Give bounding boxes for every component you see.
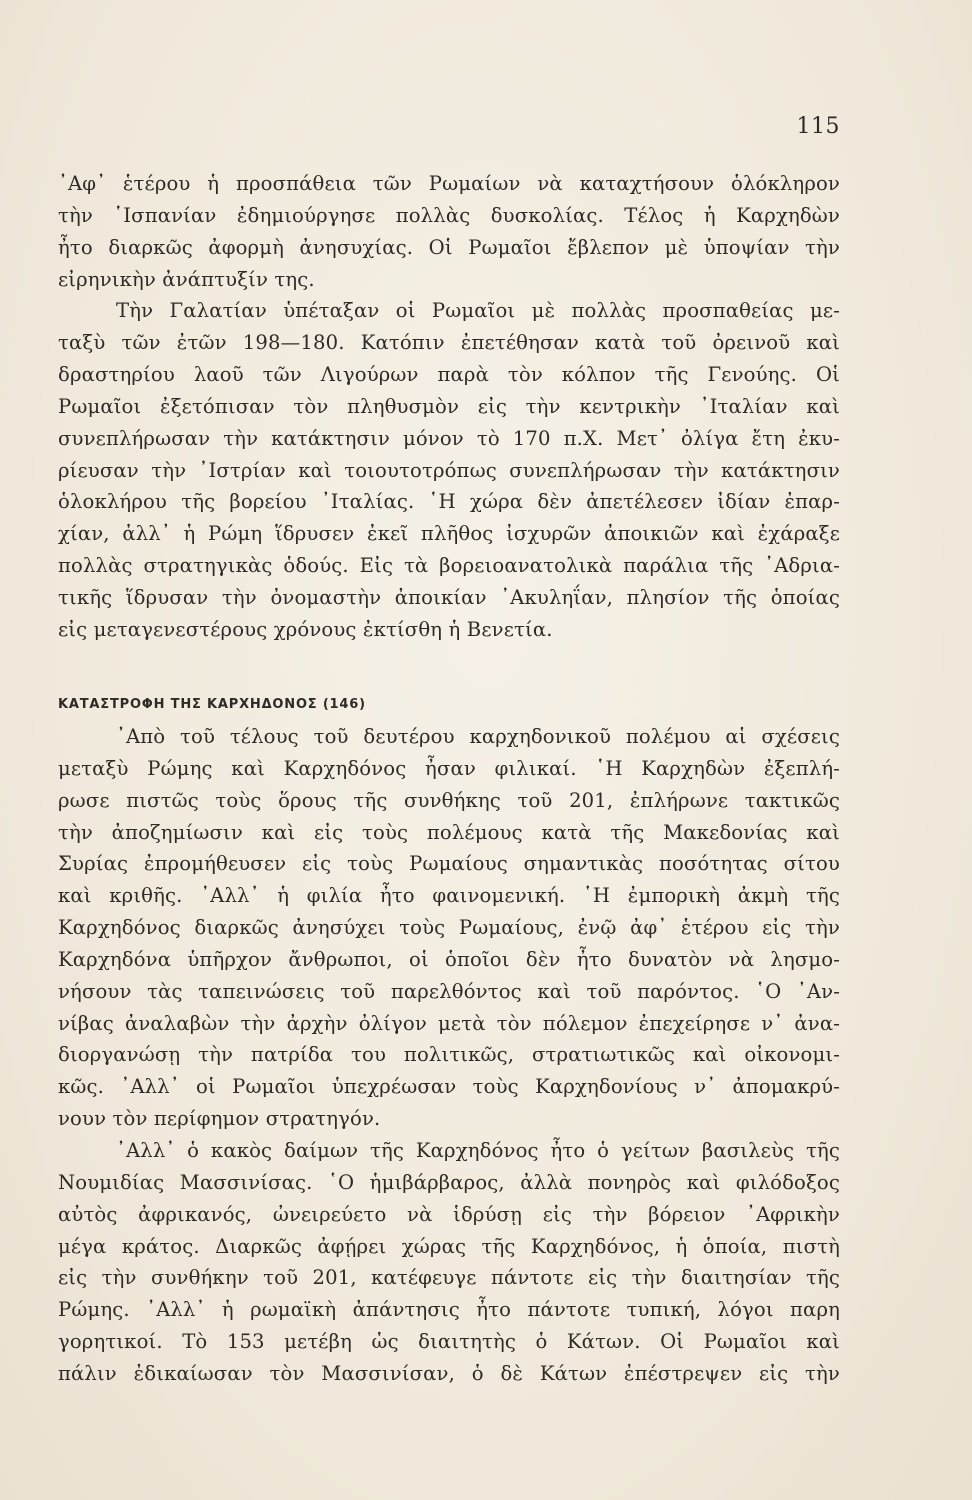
text-line: ἦτο διαρκῶς ἀφορμὴ ἀνησυχίας. Οἱ Ρωμαῖοι ἔβλεπον μὲ ὑποψίαν τὴν [58, 235, 840, 259]
text-line: δραστηρίου λαοῦ τῶν Λιγούρων παρὰ τὸν κόλπον τῆς Γενούης. Οἱ [58, 363, 840, 387]
text-line: πολλὰς στρατηγικὰς ὁδούς. Εἰς τὰ βορειοανατολικὰ παράλια τῆς ᾿Αδρια- [58, 554, 840, 578]
text-line: εἰρηνικὴν ἀνάπτυξίν της. [58, 267, 315, 291]
text-line: διοργανώσῃ τὴν πατρίδα του πολιτικῶς, στρατιωτικῶς καὶ οἰκονομι- [58, 1043, 840, 1067]
text-line: πάλιν ἐδικαίωσαν τὸν Μασσινίσαν, ὁ δὲ Κάτων ἐπέστρεψεν εἰς τὴν [58, 1361, 840, 1385]
text-line: συνεπλήρωσαν τὴν κατάκτησιν μόνον τὸ 170 π.Χ. Μετ᾿ ὀλίγα ἔτη ἐκυ- [58, 426, 840, 450]
text-before-heading [58, 168, 840, 646]
text-line: νήσουν τὰς ταπεινώσεις τοῦ παρελθόντος καὶ τοῦ παρόντος. ῾Ο ᾿Αν- [58, 979, 840, 1003]
text-line: μέγα κράτος. Διαρκῶς ἀφῄρει χώρας τῆς Καρχηδόνος, ἡ ὁποία, πιστὴ [58, 1234, 840, 1258]
text-line: ρίευσαν τὴν ᾿Ιστρίαν καὶ τοιουτοτρόπως συνεπλήρωσαν τὴν κατάκτησιν [58, 458, 840, 482]
text-line: Τὴν Γαλατίαν ὑπέταξαν οἱ Ρωμαῖοι μὲ πολλὰς προσπαθείας με- [116, 299, 840, 323]
text-line: Καρχηδόνα ὑπῆρχον ἄνθρωποι, οἱ ὁποῖοι δὲν ἦτο δυνατὸν νὰ λησμο- [58, 947, 840, 971]
text-line: εἰς τὴν συνθήκην τοῦ 201, κατέφευγε πάντοτε εἰς τὴν διαιτησίαν τῆς [58, 1266, 840, 1290]
text-line: χίαν, ἀλλ᾿ ἡ Ρώμη ἵδρυσεν ἐκεῖ πλῆθος ἰσχυρῶν ἀποικιῶν καὶ ἐχάραξε [58, 522, 840, 546]
text-line: αὐτὸς ἀφρικανός, ὠνειρεύετο νὰ ἱδρύσῃ εἰς τὴν βόρειον ᾿Αφρικὴν [58, 1202, 840, 1226]
page-number: 115 [796, 114, 840, 139]
text-line: εἰς μεταγενεστέρους χρόνους ἐκτίσθη ἡ Βενετία. [58, 617, 553, 641]
text-line: τὴν ῾Ισπανίαν ἐδημιούργησε πολλὰς δυσκολίας. Τέλος ἡ Καρχηδὼν [58, 203, 840, 227]
text-line: Ρώμης. ᾿Αλλ᾿ ἡ ρωμαϊκὴ ἀπάντησις ἦτο πάντοτε τυπική, λόγοι παρη [58, 1298, 840, 1322]
text-line: Νουμιδίας Μασσινίσας. ῾Ο ἡμιβάρβαρος, ἀλλὰ πονηρὸς καὶ φιλόδοξος [58, 1170, 840, 1194]
text-line: τὴν ἀποζημίωσιν καὶ εἰς τοὺς πολέμους κατὰ τῆς Μακεδονίας καὶ [58, 820, 840, 844]
text-line: ᾿Αλλ᾿ ὁ κακὸς δαίμων τῆς Καρχηδόνος ἦτο ὁ γείτων βασιλεὺς τῆς [116, 1138, 840, 1162]
text-line: Συρίας ἐπρομήθευσεν εἰς τοὺς Ρωμαίους σημαντικὰς ποσότητας σίτου [58, 852, 840, 876]
text-line: μεταξὺ Ρώμης καὶ Καρχηδόνος ἦσαν φιλικαί. ῾Η Καρχηδὼν ἐξεπλή- [58, 756, 840, 780]
text-line: γορητικοί. Τὸ 153 μετέβη ὡς διαιτητὴς ὁ Κάτων. Οἱ Ρωμαῖοι καὶ [58, 1330, 840, 1354]
text-line: νίβας ἀναλαβὼν τὴν ἀρχὴν ὀλίγον μετὰ τὸν πόλεμον ἐπεχείρησε ν᾿ ἀνα- [58, 1011, 840, 1035]
section-heading: ΚΑΤΑΣΤΡΟΦΗ ΤΗΣ ΚΑΡΧΗΔΟΝΟΣ (146) [58, 697, 366, 712]
text-line: ὁλοκλήρου τῆς βορείου ᾿Ιταλίας. ῾Η χώρα δὲν ἀπετέλεσεν ἰδίαν ἐπαρ- [58, 490, 840, 514]
text-line: ρωσε πιστῶς τοὺς ὅρους τῆς συνθήκης τοῦ 201, ἐπλήρωνε τακτικῶς [58, 788, 840, 812]
text-line: καὶ κριθῆς. ᾿Αλλ᾿ ἡ φιλία ἦτο φαινομενική. ῾Η ἐμπορικὴ ἀκμὴ τῆς [58, 884, 840, 908]
text-line: ταξὺ τῶν ἐτῶν 198—180. Κατόπιν ἐπετέθησαν κατὰ τοῦ ὀρεινοῦ καὶ [58, 331, 840, 355]
text-line: νουν τὸν περίφημον στρατηγόν. [58, 1107, 381, 1131]
text-line: τικῆς ἵδρυσαν τὴν ὀνομαστὴν ἀποικίαν ᾿Ακυληΐαν, πλησίον τῆς ὁποίας [58, 585, 840, 609]
text-line: κῶς. ᾿Αλλ᾿ οἱ Ρωμαῖοι ὑπεχρέωσαν τοὺς Καρχηδονίους ν᾿ ἀπομακρύ- [58, 1075, 840, 1099]
text-line: Καρχηδόνος διαρκῶς ἀνησύχει τοὺς Ρωμαίους, ἐνῷ ἀφ᾿ ἑτέρου εἰς τὴν [58, 916, 840, 940]
text-line: Ρωμαῖοι ἐξετόπισαν τὸν πληθυσμὸν εἰς τὴν κεντρικὴν ᾿Ιταλίαν καὶ [58, 394, 840, 418]
text-after-heading [58, 721, 840, 1390]
text-line: ᾿Απὸ τοῦ τέλους τοῦ δευτέρου καρχηδονικοῦ πολέμου αἱ σχέσεις [116, 725, 840, 748]
text-line: ᾿Αφ᾿ ἑτέρου ἡ προσπάθεια τῶν Ρωμαίων νὰ καταχτήσουν ὁλόκληρον [58, 172, 840, 195]
